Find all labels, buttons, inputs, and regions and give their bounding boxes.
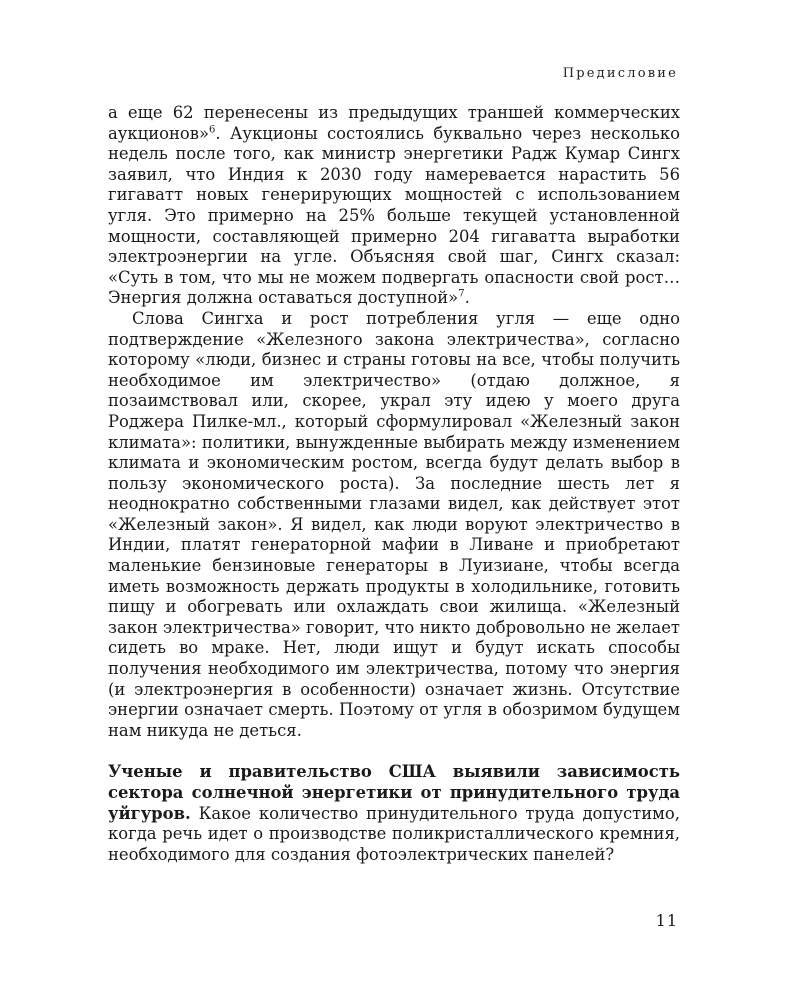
body-text [108, 103, 680, 865]
paragraph-3 [108, 762, 680, 865]
paragraph-2: Слова Сингха и рост потребления угля — еще одно подтверждение «Железного закона электричества», согласно которому «люди, бизнес и страны готовы на все, чтобы получить необходимое им электричество» (отдаю должное, я позаимствовал или, скорее, украл эту идею у моего друга Роджера Пилке-мл., который сформулировал «Железный закон климата»: политики, вынужденные выбирать между изменением климата и экономическим ростом, всегда будут делать выбор в пользу экономического роста). За последние шесть лет я неоднократно собственными глазами видел, как действует этот «Железный закон». Я видел, как люди воруют электричество в Индии, платят генераторной мафии в Ливане и приобретают маленькие бензиновые генераторы в Луизиане, чтобы всегда иметь возможность держать продукты в холодильнике, готовить пищу и обогревать или охлаждать свои жилища. «Железный закон электричества» говорит, что никто добровольно не желает сидеть во мраке. Нет, люди ищут и будут искать способы получения необходимого им электричества, потому что энергия (и электроэнергия в особенности) означает жизнь. Отсутствие энергии означает смерть. Поэтому от угля в обозримом будущем нам никуда не деться. [108, 308, 680, 740]
paragraph-3-lead-bold: Ученые и правительство США выявили зависимость сектора солнечной энергетики от принудительного труда уйгуров. [108, 762, 680, 823]
paragraph-1-text-cont: . Аукционы состоялись буквально через несколько недель после того, как министр энергетики Радж Кумар Сингх заявил, что Индия к 2030 году намеревается нарастить 56 гигаватт новых генерирующих мощностей с использованием угля. Это примерно на 25% больше текущей установленной мощности, составляющей примерно 204 гигаватта выработки электроэнергии на угле. Объясняя свой шаг, Сингх сказал: «Суть в том, что мы не можем подвергать опасности свой рост… Энергия должна оставаться доступной» [108, 123, 680, 308]
paragraph-1-text: а еще 62 перенесены из предыдущих траншей коммерческих аукционов» [108, 103, 680, 143]
footnote-ref-6: 6 [209, 124, 216, 136]
running-head: Предисловие [562, 66, 678, 81]
paragraph-1 [108, 103, 680, 309]
footnote-ref-7: 7 [458, 288, 465, 300]
page-number: 11 [655, 911, 678, 930]
paragraph-3-text: Какое количество принудительного труда допустимо, когда речь идет о производстве поликристаллического кремния, необходимого для создания фотоэлектрических панелей? [108, 803, 680, 864]
paragraph-1-end: . [464, 288, 470, 308]
